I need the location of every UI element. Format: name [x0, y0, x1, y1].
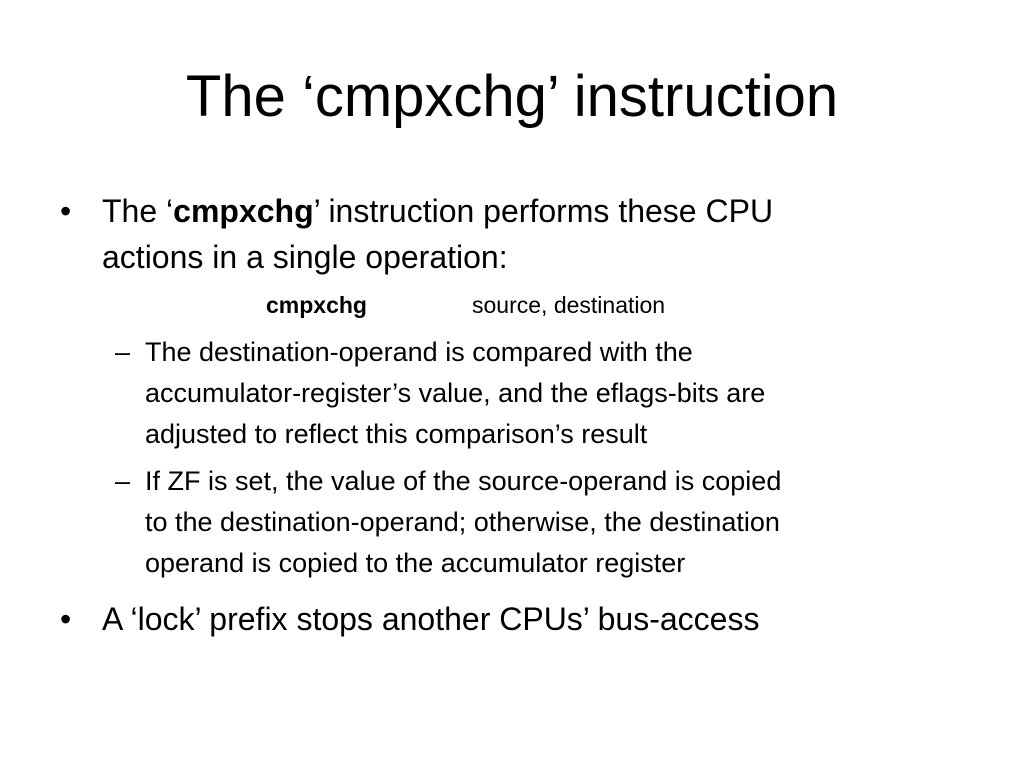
sub-bullet-text — [145, 461, 781, 584]
sub-bullet-line: The destination-operand is compared with the — [145, 337, 693, 367]
bullet-suffix: ’ instruction performs these CPU — [313, 193, 774, 229]
instruction-syntax — [266, 290, 665, 320]
sub-bullet-line: to the destination-operand; otherwise, the destination — [145, 507, 780, 537]
slide-title: The ‘cmpxchg’ instruction — [185, 64, 839, 129]
sub-bullet-marker: – — [115, 337, 131, 367]
syntax-operands: source, destination — [472, 292, 666, 318]
bullet-marker: • — [60, 601, 72, 637]
sub-bullet-text — [145, 332, 765, 455]
bullet-line-2: actions in a single operation: — [102, 239, 508, 275]
sub-bullet-line: If ZF is set, the value of the source-operand is copied — [145, 466, 782, 496]
bullet-text: A ‘lock’ prefix stops another CPUs’ bus-access — [102, 601, 760, 637]
bullet-text — [102, 188, 962, 280]
bullet-marker: • — [60, 193, 72, 229]
syntax-instruction: cmpxchg — [266, 292, 367, 318]
sub-bullet-marker: – — [115, 466, 131, 496]
bullet-keyword: cmpxchg — [173, 193, 314, 229]
sub-bullet-line: accumulator-register’s value, and the eflags-bits are — [145, 378, 766, 408]
sub-bullet-line: operand is copied to the accumulator register — [145, 548, 686, 578]
bullet-prefix: The ‘ — [102, 193, 174, 229]
bullet-line-1 — [102, 188, 962, 234]
sub-bullet-line: adjusted to reflect this comparison’s result — [145, 419, 648, 449]
